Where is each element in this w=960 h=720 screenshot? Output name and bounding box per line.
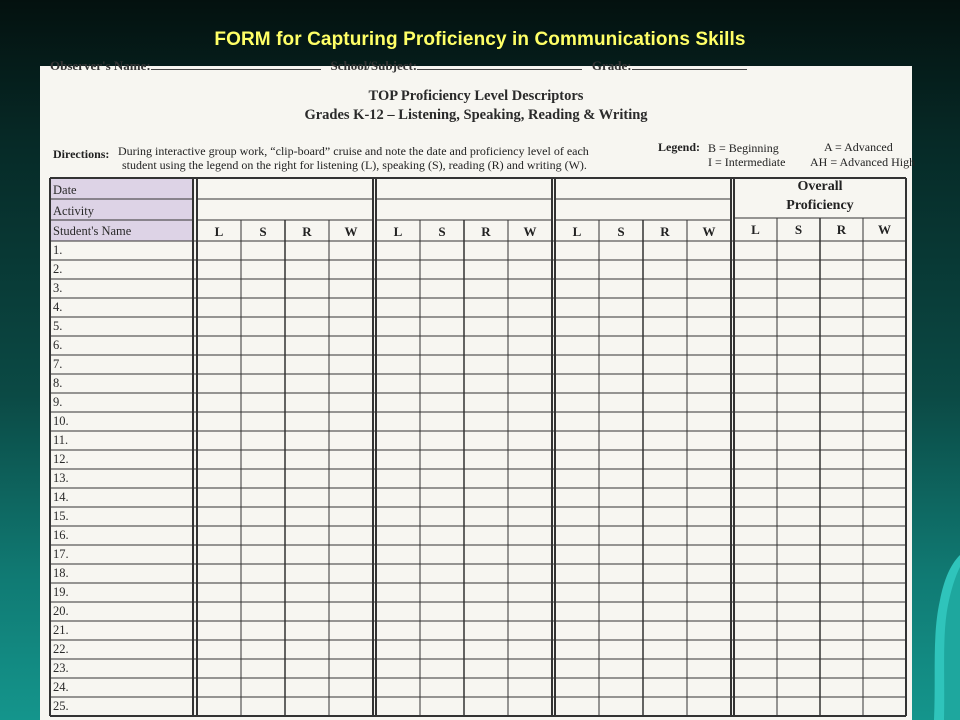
skill-header-s: S [794,222,803,237]
student-row-label: 2. [53,262,63,276]
student-row-label: 23. [53,661,69,675]
skill-header-l: L [572,224,582,239]
decorative-wave-icon [930,555,960,720]
student-row-label: 9. [53,395,63,409]
skill-header-l: L [214,224,224,239]
student-row-label: 1. [53,243,63,257]
legend-label: Legend: [658,140,700,154]
slide-title: FORM for Capturing Proficiency in Communications Skills [214,29,746,50]
legend-advanced-high: AH = Advanced High [810,155,916,169]
legend-intermediate: I = Intermediate [708,155,786,169]
student-row-label: 7. [53,357,63,371]
grade-label: Grade: [591,58,632,73]
proficiency-grid [40,66,912,720]
directions-line-1: During interactive group work, “clip-board” cruise and note the date and proficiency level of each [118,144,589,158]
student-row-label: 3. [53,281,63,295]
student-row-label: 5. [53,319,63,333]
student-row-label: 20. [53,604,69,618]
scanned-form [40,58,916,720]
student-row-label: 11. [53,433,69,447]
directions-line-2: student using the legend on the right for listening (L), speaking (S), reading (R) and writing (W). [122,158,587,172]
student-row-label: 6. [53,338,63,352]
row-label-activity: Activity [53,204,94,218]
student-row-label: 24. [53,680,69,694]
student-row-label: 10. [53,414,69,428]
skill-header-w: W [878,222,891,237]
skill-header-l: L [751,222,760,237]
student-row-label: 12. [53,452,69,466]
student-row-label: 4. [53,300,63,314]
skill-header-r: R [836,222,847,237]
student-row-label: 22. [53,642,69,656]
skill-header-s: S [617,224,625,239]
row-label-student-name: Student's Name [53,224,132,238]
legend-beginning: B = Beginning [708,141,779,155]
student-row-label: 21. [53,623,69,637]
directions-label: Directions: [53,147,110,161]
overall-line-1: Overall [797,179,843,194]
skill-header-r: R [660,224,670,239]
student-row-label: 8. [53,376,63,390]
student-row-label: 14. [53,490,69,504]
overall-proficiency-title [740,177,900,215]
skill-header-r: R [481,224,491,239]
skill-header-w: W [523,224,537,239]
student-row-label: 13. [53,471,69,485]
legend-advanced: A = Advanced [824,140,893,154]
student-row-label: 15. [53,509,69,523]
student-row-label: 17. [53,547,69,561]
student-row-label: 18. [53,566,69,580]
observer-name-label: Observer's Name: [50,58,151,73]
skill-header-l: L [393,224,403,239]
skill-header-s: S [259,224,267,239]
student-row-label: 25. [53,699,69,713]
skill-header-w: W [702,224,716,239]
student-row-label: 19. [53,585,69,599]
document-title: TOP Proficiency Level Descriptors [368,88,584,104]
row-label-date: Date [53,183,77,197]
skill-header-s: S [438,224,446,239]
skill-header-r: R [302,224,312,239]
document-subtitle: Grades K-12 – Listening, Speaking, Reading & Writing [304,107,648,123]
overall-line-2: Proficiency [786,198,854,213]
student-row-label: 16. [53,528,69,542]
school-subject-label: School/Subject: [330,58,418,73]
skill-header-w: W [344,224,358,239]
